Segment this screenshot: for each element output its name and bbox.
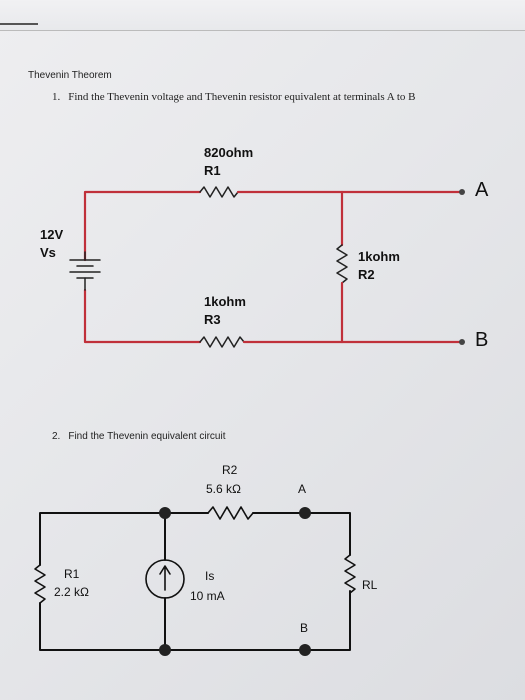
node-b [299,644,311,656]
question-1-number: 1. [52,91,61,103]
c2-terminal-b-label: B [300,621,309,635]
terminal-b-label: B [475,329,489,351]
question-2-text: Find the Thevenin equivalent circuit [68,431,226,442]
c2-is-value-label: 10 mA [190,589,225,603]
r1-name-label: R1 [204,163,221,178]
c2-rl-name-label: RL [362,578,378,592]
r3-name-label: R3 [204,312,221,327]
circuit-1 [70,187,465,347]
c2-terminal-a-label: A [298,482,307,496]
r2-resistor [337,245,347,283]
vs-name-label: Vs [40,245,56,260]
r1-value-label: 820ohm [204,145,254,160]
c2-rl-resistor [345,555,355,593]
r1-resistor [200,187,238,197]
node-top-center [159,507,171,519]
vs-value-label: 12V [40,227,64,242]
c2-r2-name-label: R2 [222,463,238,477]
c2-r1-name-label: R1 [64,567,80,581]
c2-top-wire-left [40,513,208,565]
c2-is-name-label: Is [205,569,215,583]
c2-r2-resistor [208,507,253,519]
c2-top-wire-right [253,513,350,555]
top-wire-left [85,192,200,260]
terminal-a-dot [459,189,465,195]
question-1-text: Find the Thevenin voltage and Thevenin resistor equivalent at terminals A to B [68,91,416,103]
c2-r1-value-label: 2.2 kΩ [54,585,89,599]
bottom-wire-left [85,290,200,342]
r2-value-label: 1kohm [358,249,400,264]
battery-vs [70,252,100,290]
r2-name-label: R2 [358,267,375,282]
c2-r1-resistor [35,565,45,603]
current-arrow [160,566,170,590]
node-bottom-center [159,644,171,656]
r3-value-label: 1kohm [204,294,246,309]
page-title: Thevenin Theorem [28,70,112,81]
terminal-b-dot [459,339,465,345]
node-a [299,507,311,519]
terminal-a-label: A [475,179,489,201]
question-2-number: 2. [52,431,61,442]
c2-r2-value-label: 5.6 kΩ [206,482,241,496]
r3-resistor [200,337,244,347]
question-2 [52,431,225,442]
